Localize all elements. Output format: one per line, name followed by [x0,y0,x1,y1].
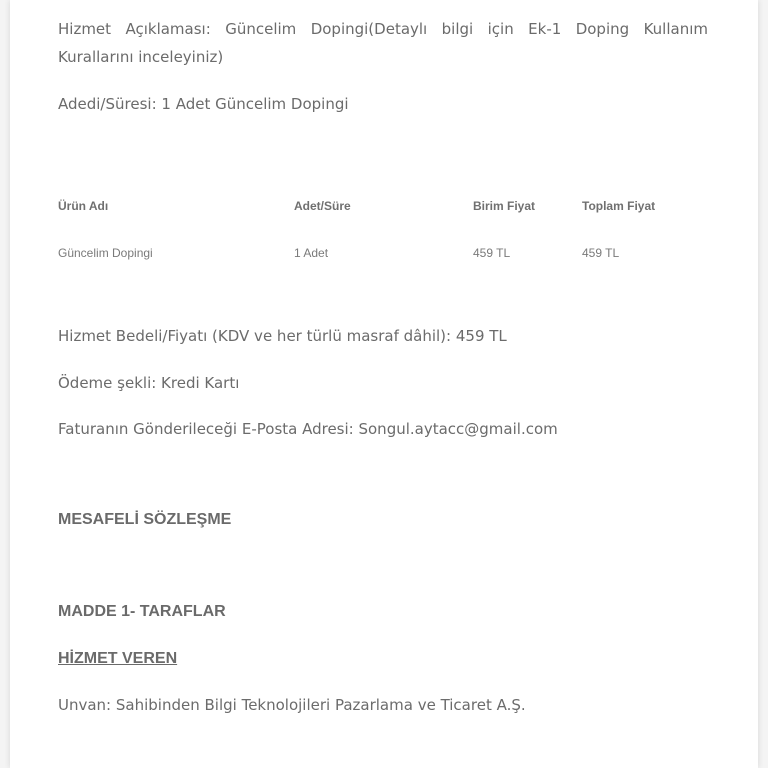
table-header-unit-price: Birim Fiyat [473,199,536,213]
article-heading: MADDE 1- TARAFLAR [58,603,226,620]
table-cell-quantity: 1 Adet [294,246,329,260]
party-heading: HİZMET VEREN [58,650,178,667]
table-cell-product: Güncelim Dopingi [58,246,153,260]
payment-method: Ödeme şekli: Kredi Kartı [58,374,240,392]
table-cell-unit-price: 459 TL [473,246,511,260]
service-description-line-1: Hizmet Açıklaması: Güncelim Dopingi(Detaylı bilgi için Ek-1 Doping Kullanım [58,20,708,38]
party-title: Unvan: Sahibinden Bilgi Teknolojileri Pazarlama ve Ticaret A.Ş. [58,696,526,714]
table-header-product: Ürün Adı [58,199,109,213]
invoice-email: Faturanın Gönderileceği E-Posta Adresi: Songul.aytacc@gmail.com [58,420,558,438]
contract-title: MESAFELİ SÖZLEŞME [58,511,232,528]
table-cell-total-price: 459 TL [582,246,620,260]
table-header-quantity: Adet/Süre [294,199,351,213]
table-header-total-price: Toplam Fiyat [582,199,656,213]
service-price: Hizmet Bedeli/Fiyatı (KDV ve her türlü masraf dâhil): 459 TL [58,327,507,345]
service-description-line-2: Kurallarını inceleyiniz) [58,48,224,66]
service-description [58,15,708,71]
document-page [10,0,758,768]
service-quantity: Adedi/Süresi: 1 Adet Güncelim Dopingi [58,95,349,113]
